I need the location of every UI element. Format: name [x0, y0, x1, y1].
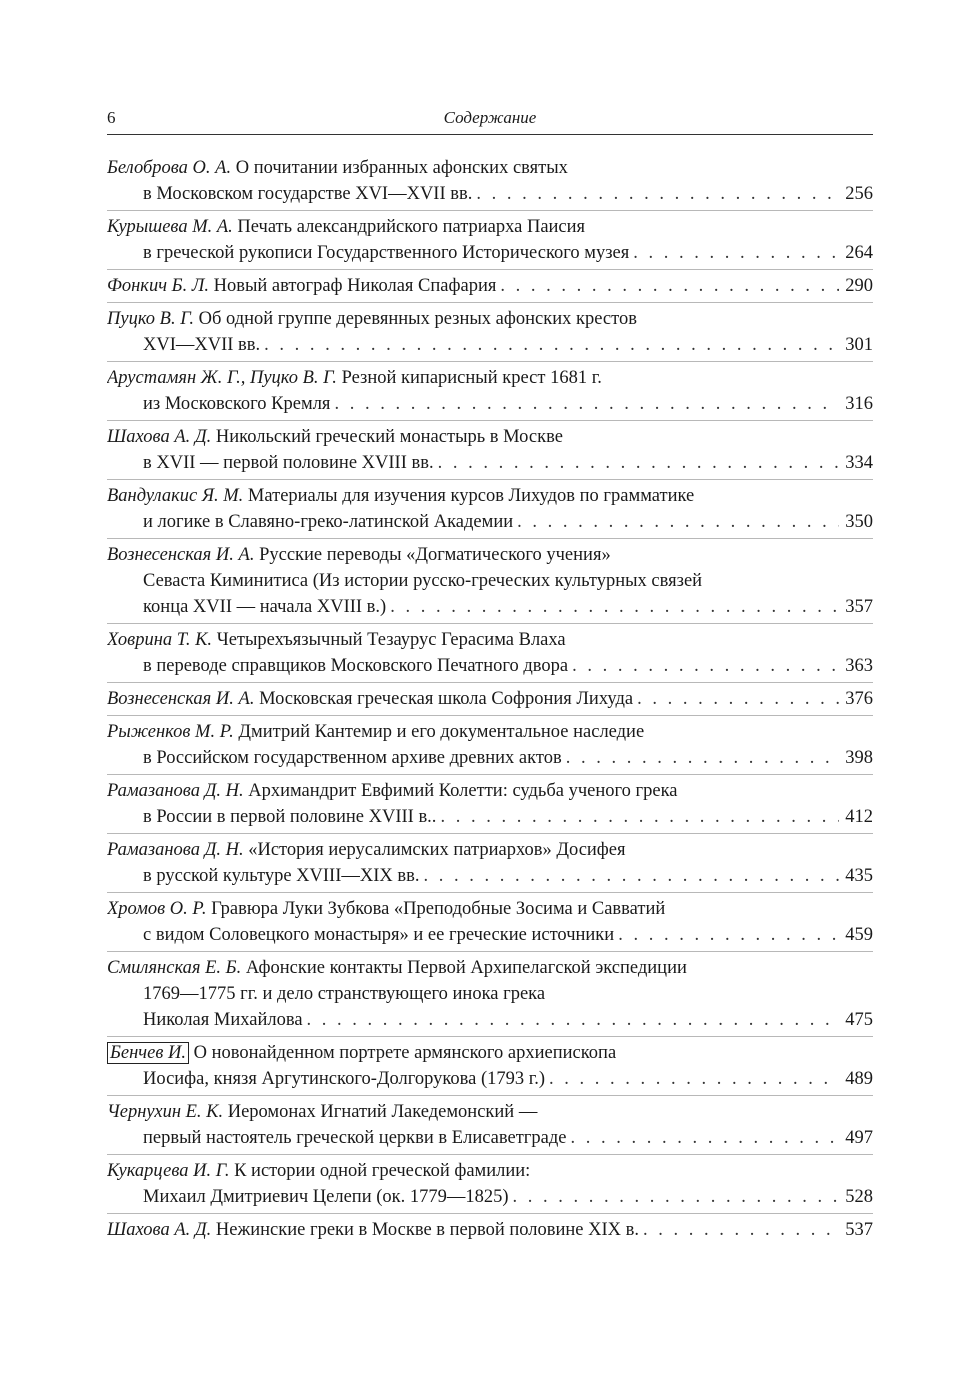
toc-page-number: 497 — [845, 1128, 873, 1148]
toc-entry-text-wrap — [143, 1066, 545, 1092]
toc-page-number: 528 — [845, 1187, 873, 1207]
toc-title-text: в греческой рукописи Государственного Исторического музея — [143, 243, 630, 263]
toc-author: Вознесенская И. А. — [107, 689, 255, 709]
toc-entry-line — [107, 1184, 873, 1210]
toc-entry-text-wrap — [143, 509, 513, 535]
dot-leader — [639, 1217, 839, 1243]
toc-title-text: Никольский греческий монастырь в Москве — [215, 427, 563, 447]
toc-entry — [107, 1095, 873, 1154]
toc-author: Рамазанова Д. Н. — [107, 840, 244, 860]
toc-entry — [107, 833, 873, 892]
toc-author: Арустамян Ж. Г., Пуцко В. Г. — [107, 368, 337, 388]
dot-leader — [568, 653, 839, 679]
toc-entry-text-wrap — [143, 745, 562, 771]
toc-entry-line — [107, 1040, 873, 1066]
toc-title-text: из Московского Кремля — [143, 394, 331, 414]
toc-page-number: 301 — [845, 335, 873, 355]
toc-entry-line — [107, 745, 873, 771]
toc-author: Кукарцева И. Г. — [107, 1161, 230, 1181]
toc-entry — [107, 420, 873, 479]
dot-leader — [386, 594, 839, 620]
toc-author: Чернухин Е. К. — [107, 1102, 224, 1122]
toc-page-number: 489 — [845, 1069, 873, 1089]
toc-page-number: 316 — [845, 394, 873, 414]
toc-entry-line — [107, 1217, 873, 1243]
dot-leader — [330, 391, 839, 417]
toc-entry-text-wrap — [143, 922, 614, 948]
toc-entry-line — [107, 804, 873, 830]
toc-title-text: XVI—XVII вв. — [143, 335, 261, 355]
toc-title-text: конца XVII — начала XVIII в.) — [143, 597, 387, 617]
toc-entry-line — [107, 837, 873, 863]
toc-entry-line — [107, 1007, 873, 1033]
toc-page-number: 256 — [845, 184, 873, 204]
toc-entry — [107, 623, 873, 682]
toc-title-text: Николая Михайлова — [143, 1010, 303, 1030]
toc-title-text: в Российском государственном архиве древних актов — [143, 748, 562, 768]
toc-page-number: 290 — [845, 276, 873, 296]
toc-entry-text-wrap — [143, 653, 568, 679]
dot-leader — [434, 450, 839, 476]
toc-title-text: Дмитрий Кантемир и его документальное наследие — [238, 722, 645, 742]
toc-title-text: Афонские контакты Первой Архипелагской экспедиции — [245, 958, 687, 978]
toc-title-text: Печать александрийского патриарха Паисия — [237, 217, 586, 237]
toc-page-number: 363 — [845, 656, 873, 676]
toc-entry-text-wrap — [143, 1007, 303, 1033]
toc-entry-line — [107, 1099, 873, 1125]
page-number: 6 — [107, 108, 116, 127]
toc-title-text: Михаил Дмитриевич Целепи (ок. 1779—1825) — [143, 1187, 509, 1207]
page-header — [107, 104, 873, 135]
toc-entry-line — [107, 719, 873, 745]
toc-entry-text-wrap — [107, 1217, 639, 1243]
toc-title-text: Четырехъязычный Тезаурус Герасима Влаха — [216, 630, 566, 650]
toc-entry — [107, 538, 873, 623]
dot-leader — [260, 332, 839, 358]
dot-leader — [509, 1184, 839, 1210]
toc-page-number: 376 — [845, 689, 873, 709]
toc-title-text: Об одной группе деревянных резных афонских крестов — [198, 309, 637, 329]
toc-entry-text-wrap — [107, 273, 496, 299]
toc-page-number: 350 — [845, 512, 873, 532]
toc-entry-line — [107, 483, 873, 509]
toc-entry-line — [107, 922, 873, 948]
toc-entry-text-wrap — [143, 863, 419, 889]
toc-entry-line — [107, 778, 873, 804]
toc-entry-line — [107, 955, 873, 981]
toc-entry-text-wrap — [143, 391, 330, 417]
dot-leader — [303, 1007, 839, 1033]
toc-entry — [107, 1036, 873, 1095]
toc-page-number: 357 — [845, 597, 873, 617]
dot-leader — [562, 745, 839, 771]
toc-entry — [107, 892, 873, 951]
toc-entry-text-wrap — [143, 450, 434, 476]
toc-page-number: 398 — [845, 748, 873, 768]
toc-title-text: Гравюра Луки Зубкова «Преподобные Зосима и Савватий — [211, 899, 666, 919]
toc-title-text: 1769—1775 гг. и дело странствующего инока грека — [143, 984, 546, 1004]
toc-entry — [107, 302, 873, 361]
toc-entry-text-wrap — [143, 240, 629, 266]
toc-entry-text-wrap — [143, 332, 260, 358]
toc-entry-line — [107, 424, 873, 450]
toc-title-text: в России в первой половине XVIII в.. — [143, 807, 437, 827]
toc-title-text: Резной кипарисный крест 1681 г. — [341, 368, 602, 388]
toc-page-number: 475 — [845, 1010, 873, 1030]
toc-entry-text-wrap — [143, 804, 436, 830]
toc-entry-line — [107, 1125, 873, 1151]
toc-entry-line — [107, 332, 873, 358]
toc-entry — [107, 682, 873, 715]
toc-entry — [107, 1154, 873, 1213]
dot-leader — [472, 181, 839, 207]
toc-title-text: в русской культуре XVIII—XIX вв. — [143, 866, 420, 886]
toc-entry-text-wrap — [143, 1125, 566, 1151]
dot-leader — [633, 686, 839, 712]
toc-entry-line — [107, 627, 873, 653]
dot-leader — [496, 273, 839, 299]
toc-title-text: первый настоятель греческой церкви в Елисаветграде — [143, 1128, 567, 1148]
toc-title-text: в XVII — первой половине XVIII вв. — [143, 453, 434, 473]
toc-page-number: 459 — [845, 925, 873, 945]
dot-leader — [566, 1125, 839, 1151]
toc-entry — [107, 269, 873, 302]
toc-entry-line — [107, 391, 873, 417]
toc-title-text: Иеромонах Игнатий Лакедемонский — — [227, 1102, 538, 1122]
toc-entry-line — [107, 653, 873, 679]
toc-entry — [107, 361, 873, 420]
dot-leader — [629, 240, 839, 266]
toc-title-text: Архимандрит Евфимий Колетти: судьба ученого грека — [248, 781, 678, 801]
toc-title-text: в Московском государстве XVI—XVII вв. — [143, 184, 473, 204]
toc-entry — [107, 774, 873, 833]
toc-entry-line — [107, 365, 873, 391]
toc-entry-line — [107, 273, 873, 299]
toc-entry-line — [107, 896, 873, 922]
toc-title-text: Русские переводы «Догматического учения» — [259, 545, 611, 565]
toc-entry-line — [107, 306, 873, 332]
toc-entry-line — [107, 863, 873, 889]
dot-leader — [419, 863, 839, 889]
toc-title-text: Севаста Киминитиса (Из истории русско-греческих культурных связей — [143, 571, 703, 591]
toc-entry-text-wrap — [143, 594, 386, 620]
toc-entry-line — [107, 214, 873, 240]
dot-leader — [614, 922, 839, 948]
running-title: Содержание — [443, 108, 537, 127]
toc-entry-line — [107, 155, 873, 181]
toc-title-text: «История иерусалимских патриархов» Досифея — [248, 840, 626, 860]
toc-author: Смилянская Е. Б. — [107, 958, 242, 978]
dot-leader — [545, 1066, 839, 1092]
toc-title-text: Новый автограф Николая Спафария — [213, 276, 497, 296]
toc-entry-text-wrap — [143, 181, 472, 207]
toc-author: Рыженков М. Р. — [107, 722, 234, 742]
toc-entry-line — [107, 542, 873, 568]
toc-title-text: О новонайденном портрете армянского архиепископа — [193, 1043, 617, 1063]
toc-page-number: 537 — [845, 1220, 873, 1240]
toc-title-text: Нежинские греки в Москве в первой половине XIX в. — [215, 1220, 640, 1240]
toc-entry — [107, 210, 873, 269]
dot-leader — [436, 804, 839, 830]
toc-entry-line — [107, 450, 873, 476]
toc-entry-line — [107, 1158, 873, 1184]
toc-title-text: Московская греческая школа Софрония Лихуда — [259, 689, 634, 709]
toc-title-text: К истории одной греческой фамилии: — [234, 1161, 531, 1181]
toc-entry-text-wrap — [143, 1184, 509, 1210]
toc-author: Хромов О. Р. — [107, 899, 207, 919]
toc-title-text: Иосифа, князя Аргутинского-Долгорукова (1793 г.) — [143, 1069, 546, 1089]
toc-entry-text-wrap — [107, 686, 633, 712]
toc-author: Курышева М. А. — [107, 217, 233, 237]
toc-author: Рамазанова Д. Н. — [107, 781, 244, 801]
toc-entry-line — [107, 594, 873, 620]
toc-page-number: 435 — [845, 866, 873, 886]
toc-author: Бенчев И. — [107, 1042, 189, 1064]
toc-entry-line — [107, 240, 873, 266]
toc-author: Ховрина Т. К. — [107, 630, 213, 650]
toc-entry — [107, 951, 873, 1036]
toc-entry — [107, 479, 873, 538]
toc-author: Вознесенская И. А. — [107, 545, 255, 565]
toc-entry — [107, 152, 873, 210]
toc-title-text: и логике в Славяно-греко-латинской Академии — [143, 512, 514, 532]
toc-author: Вандулакис Я. М. — [107, 486, 244, 506]
toc-page-number: 334 — [845, 453, 873, 473]
toc-title-text: Материалы для изучения курсов Лихудов по грамматике — [247, 486, 695, 506]
toc-entry-line — [107, 1066, 873, 1092]
toc-entry — [107, 1213, 873, 1246]
table-of-contents — [107, 152, 873, 1246]
dot-leader — [513, 509, 839, 535]
toc-entry-line — [107, 568, 873, 594]
toc-author: Шахова А. Д. — [107, 1220, 212, 1240]
toc-author: Шахова А. Д. — [107, 427, 212, 447]
toc-title-text: с видом Соловецкого монастыря» и ее греческие источники — [143, 925, 615, 945]
toc-entry-line — [107, 686, 873, 712]
toc-entry-line — [107, 981, 873, 1007]
toc-title-text: О почитании избранных афонских святых — [235, 158, 568, 178]
toc-author: Пуцко В. Г. — [107, 309, 194, 329]
toc-entry — [107, 715, 873, 774]
toc-author: Фонкич Б. Л. — [107, 276, 209, 296]
toc-entry-line — [107, 509, 873, 535]
toc-page-number: 264 — [845, 243, 873, 263]
toc-entry-line — [107, 181, 873, 207]
toc-title-text: в переводе справщиков Московского Печатного двора — [143, 656, 569, 676]
toc-author: Белоброва О. А. — [107, 158, 232, 178]
toc-page-number: 412 — [845, 807, 873, 827]
